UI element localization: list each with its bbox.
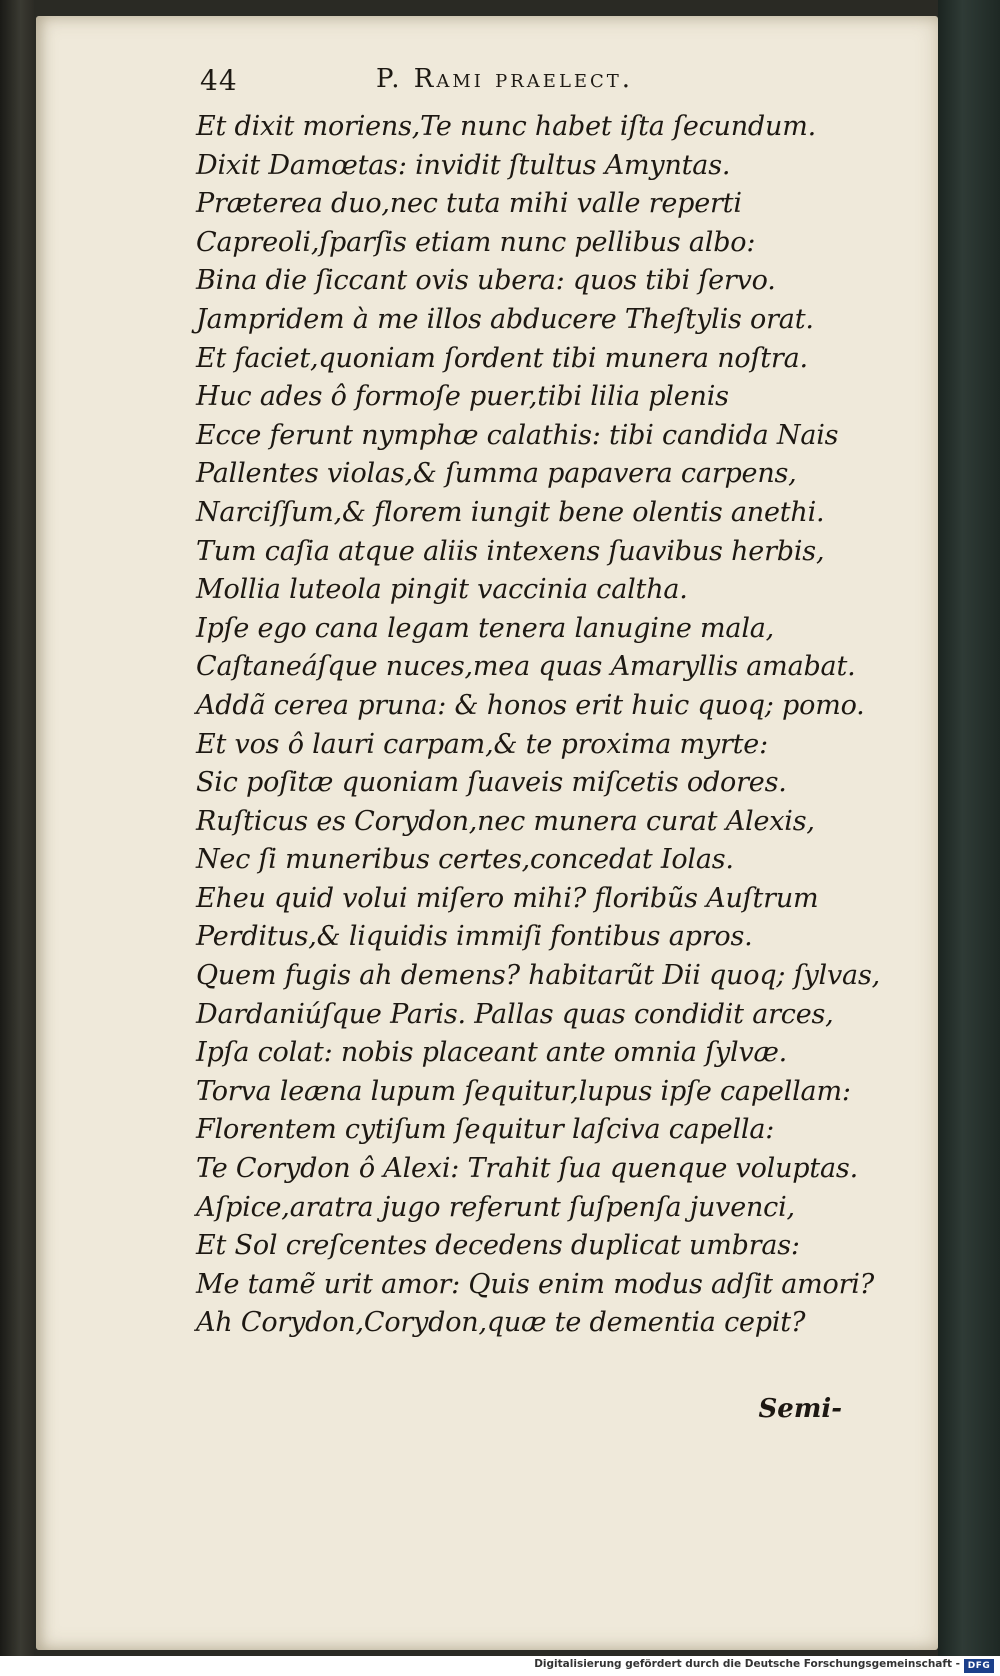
verse-line: Ipſe ego cana legam tenera lanugine mala, [196,612,775,644]
verse-line: Addã cerea pruna: & honos erit huic quoq; pomo. [196,689,865,721]
page-number: 44 [200,64,238,97]
verse-line: Eheu quid volui miſero mihi? floribũs Auſtrum [196,882,819,914]
verse-line: Pallentes violas,& ſumma papavera carpens, [196,458,797,490]
verse-line: Ah Corydon,Corydon,quæ te dementia cepit? [196,1307,806,1339]
verse-line: Torva leæna lupum ſequitur,lupus ipſe capellam: [196,1075,851,1107]
verse-line: Sic poſitæ quoniam ſuaveis miſcetis odores. [196,767,787,799]
book-spine-left [0,0,34,1656]
verse-line: Tum caſia atque aliis intexens ſuavibus herbis, [196,535,825,567]
verse-line: Te Corydon ô Alexi: Trahit ſua quenque voluptas. [196,1153,858,1185]
book-cover-edge-right [938,0,1000,1656]
verse-list [196,108,880,1343]
funding-credit: Digitalisierung gefördert durch die Deutsche Forschungsgemeinschaft - [534,1658,960,1670]
verse-line: Caſtaneáſque nuces,mea quas Amaryllis amabat. [196,651,856,683]
verse-line: Dixit Damœtas: invidit ſtultus Amyntas. [196,149,731,181]
verse-line: Mollia luteola pingit vaccinia caltha. [196,574,688,606]
dfg-logo: DFG [964,1659,994,1673]
page-content [36,16,938,1650]
verse-line: Ipſa colat: nobis placeant ante omnia ſylvæ. [196,1037,788,1069]
book-page [36,16,938,1650]
verse-line: Ruſticus es Corydon,nec munera curat Alexis, [196,805,815,837]
verse-line: Bina die ſiccant ovis ubera: quos tibi ſervo. [196,265,776,297]
verse-line: Dardaniúſque Paris. Pallas quas condidit arces, [196,998,834,1030]
verse-line: Ecce ferunt nymphæ calathis: tibi candida Nais [196,419,839,451]
verse-line: Huc ades ô formoſe puer,tibi lilia plenis [196,381,729,413]
running-title: P. Rami praelect. [376,64,634,94]
verse-line: Et Sol creſcentes decedens duplicat umbras: [196,1230,800,1262]
verse-line: Præterea duo,nec tuta mihi valle reperti [196,188,742,220]
verse-line: Capreoli,ſparſis etiam nunc pellibus albo: [196,226,756,258]
verse-line: Jampridem à me illos abducere Theſtylis orat. [196,303,814,335]
verse-line: Perditus,& liquidis immiſi fontibus apros. [196,921,753,953]
verse-line: Me tamẽ urit amor: Quis enim modus adſit amori? [196,1268,874,1300]
verse-line: Nec ſi muneribus certes,concedat Iolas. [196,844,734,876]
verse-line: Narciſſum,& florem iungit bene olentis anethi. [196,496,825,528]
running-head [200,64,848,104]
verse-line: Et dixit moriens,Te nunc habet iſta ſecundum. [196,111,816,142]
verse-line: Aſpice,aratra jugo referunt ſuſpenſa juvenci, [196,1191,795,1223]
catchword: Semi- [758,1394,842,1424]
footer-bar [0,1656,1000,1676]
verse-line: Et faciet,quoniam ſordent tibi munera noſtra. [196,342,808,374]
verse-line: Florentem cytiſum ſequitur laſciva capella: [196,1114,775,1146]
verse-line: Quem fugis ah demens? habitarũt Dii quoq; ſylvas, [196,960,880,992]
verse-line: Et vos ô lauri carpam,& te proxima myrte: [196,728,768,760]
